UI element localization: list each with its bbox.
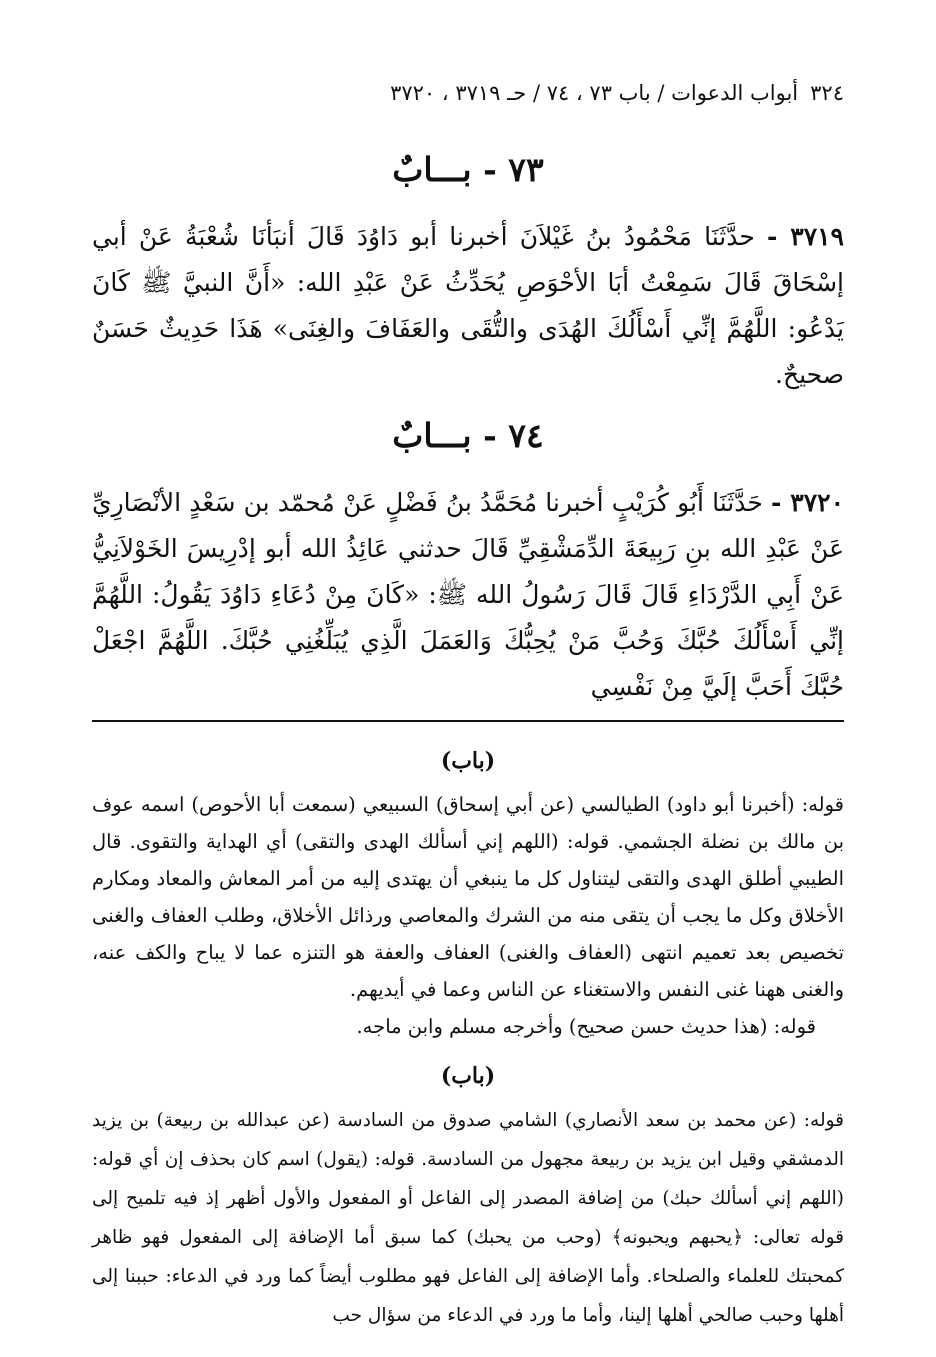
book-page xyxy=(92,78,844,1335)
commentary-2-heading: (باب) xyxy=(440,1063,496,1089)
commentary-1-heading: (باب) xyxy=(440,748,496,774)
commentary-1-paragraph: قوله: (أخبرنا أبو داود) الطيالسي (عن أبي إسحاق) السبيعي (سمعت أبا الأحوص) اسمه عوف بن مالك بن نضلة الجشمي. قوله: (اللهم إني أسألك الهدى والتقى) أي الهداية والتقوى. قال الطيبي أطلق الهدى والتقى ليتناول كل ما ينبغي أن يهتدى إليه من أمر المعاش والمعاد ومكارم الأخلاق وكل ما يجب أن يتقى منه من الشرك والمعاصي ورذائل الأخلاق، وطلب العفاف والغنى تخصيص بعد تعميم انتهى (العفاف والغنى) العفاف والعفة هو التنزه عما لا يباح والكف عنه، والغنى ههنا غنى النفس والاستغناء عن الناس وعما في أيديهم. xyxy=(92,793,844,1001)
hadith-3720 xyxy=(92,480,844,710)
running-header xyxy=(92,78,844,108)
chapter-74-heading: ٧٤ - بـــابٌ xyxy=(392,416,544,455)
commentary-1-closing: قوله: (هذا حديث حسن صحيح) وأخرجه مسلم وابن ماجه. xyxy=(356,1015,816,1038)
hadith-3719-number: ٣٧١٩ - xyxy=(766,222,844,251)
hadith-3720-number: ٣٧٢٠ - xyxy=(770,488,844,517)
hadith-3720-text: حَدَّثَنَا أَبُو كُرَيْبٍ أخبرنا مُحَمَّدُ بنُ فَضْلٍ عَنْ مُحمّد بن سَعْدٍ الأنْصَارِيِّ عَنْ عَبْدِ الله بنِ رَبِيعَةَ الدِّمَشْقِيِّ قَالَ حدثني عَائِذُ الله أبو إدْرِيسَ الخَوْلاَنِيُّ عَنْ أَبِي الدَّرْدَاءِ قَالَ قَالَ رَسُولُ الله ﷺ: «كَانَ مِنْ دُعَاءِ دَاوُدَ يَقُولُ: اللَّهُمَّ إنِّي أَسْأَلُكَ حُبَّكَ وَحُبَّ مَنْ يُحِبُّكَ وَالعَمَلَ الَّذِي يُبَلِّغُنِي حُبَّكَ. اللَّهُمَّ اجْعَلْ حُبَّكَ أَحَبَّ إلَيَّ مِنْ نَفْسِي xyxy=(92,488,844,701)
hadith-3719 xyxy=(92,214,844,398)
running-title: أبواب الدعوات / باب ٧٣ ، ٧٤ / حـ ٣٧١٩ ، ٣٧٢٠ xyxy=(390,81,799,105)
chapter-73-heading: ٧٣ - بـــابٌ xyxy=(392,150,544,189)
page-number: ٣٢٤ xyxy=(810,81,844,105)
hadith-3719-text: حدَّثَنَا مَحْمُودُ بنُ غَيْلاَنَ أخبرنا أبو دَاوُدَ قَالَ أنبَأنَا شُعْبَةُ عَنْ أبي إسْحَاقَ قَالَ سَمِعْتُ أبَا الأحْوَصِ يُحَدِّثُ عَنْ عَبْدِ الله: «أَنَّ النبيَّ ﷺ كَانَ يَدْعُو: اللَّهُمَّ إنِّي أَسْأَلُكَ الهُدَى والتُّقَى والعَفَافَ والغِنَى» هَذَا حَدِيثٌ حَسَنٌ صحيحٌ. xyxy=(92,222,844,389)
commentary-2-paragraph: قوله: (عن محمد بن سعد الأنصاري) الشامي صدوق من السادسة (عن عبدالله بن ربيعة) بن يزيد الدمشقي وقيل ابن يزيد بن ربيعة مجهول من السادسة. قوله: (يقول) اسم كان بحذف إن أي قوله: (اللهم إني أسألك حبك) من إضافة المصدر إلى الفاعل أو المفعول والأول أظهر إذ فيه تلميح إلى قوله تعالى: ﴿يحبهم ويحبونه﴾ (وحب من يحبك) كما سبق أما الإضافة إلى المفعول فهو ظاهر كمحبتك للعلماء والصلحاء. وأما الإضافة إلى الفاعل فهو مطلوب أيضاً كما ورد في الدعاء: حببنا إلى أهلها وحبب صالحي أهلها إلينا، وأما ما ورد في الدعاء من سؤال حب xyxy=(92,1110,844,1326)
footnote-divider xyxy=(92,720,844,722)
